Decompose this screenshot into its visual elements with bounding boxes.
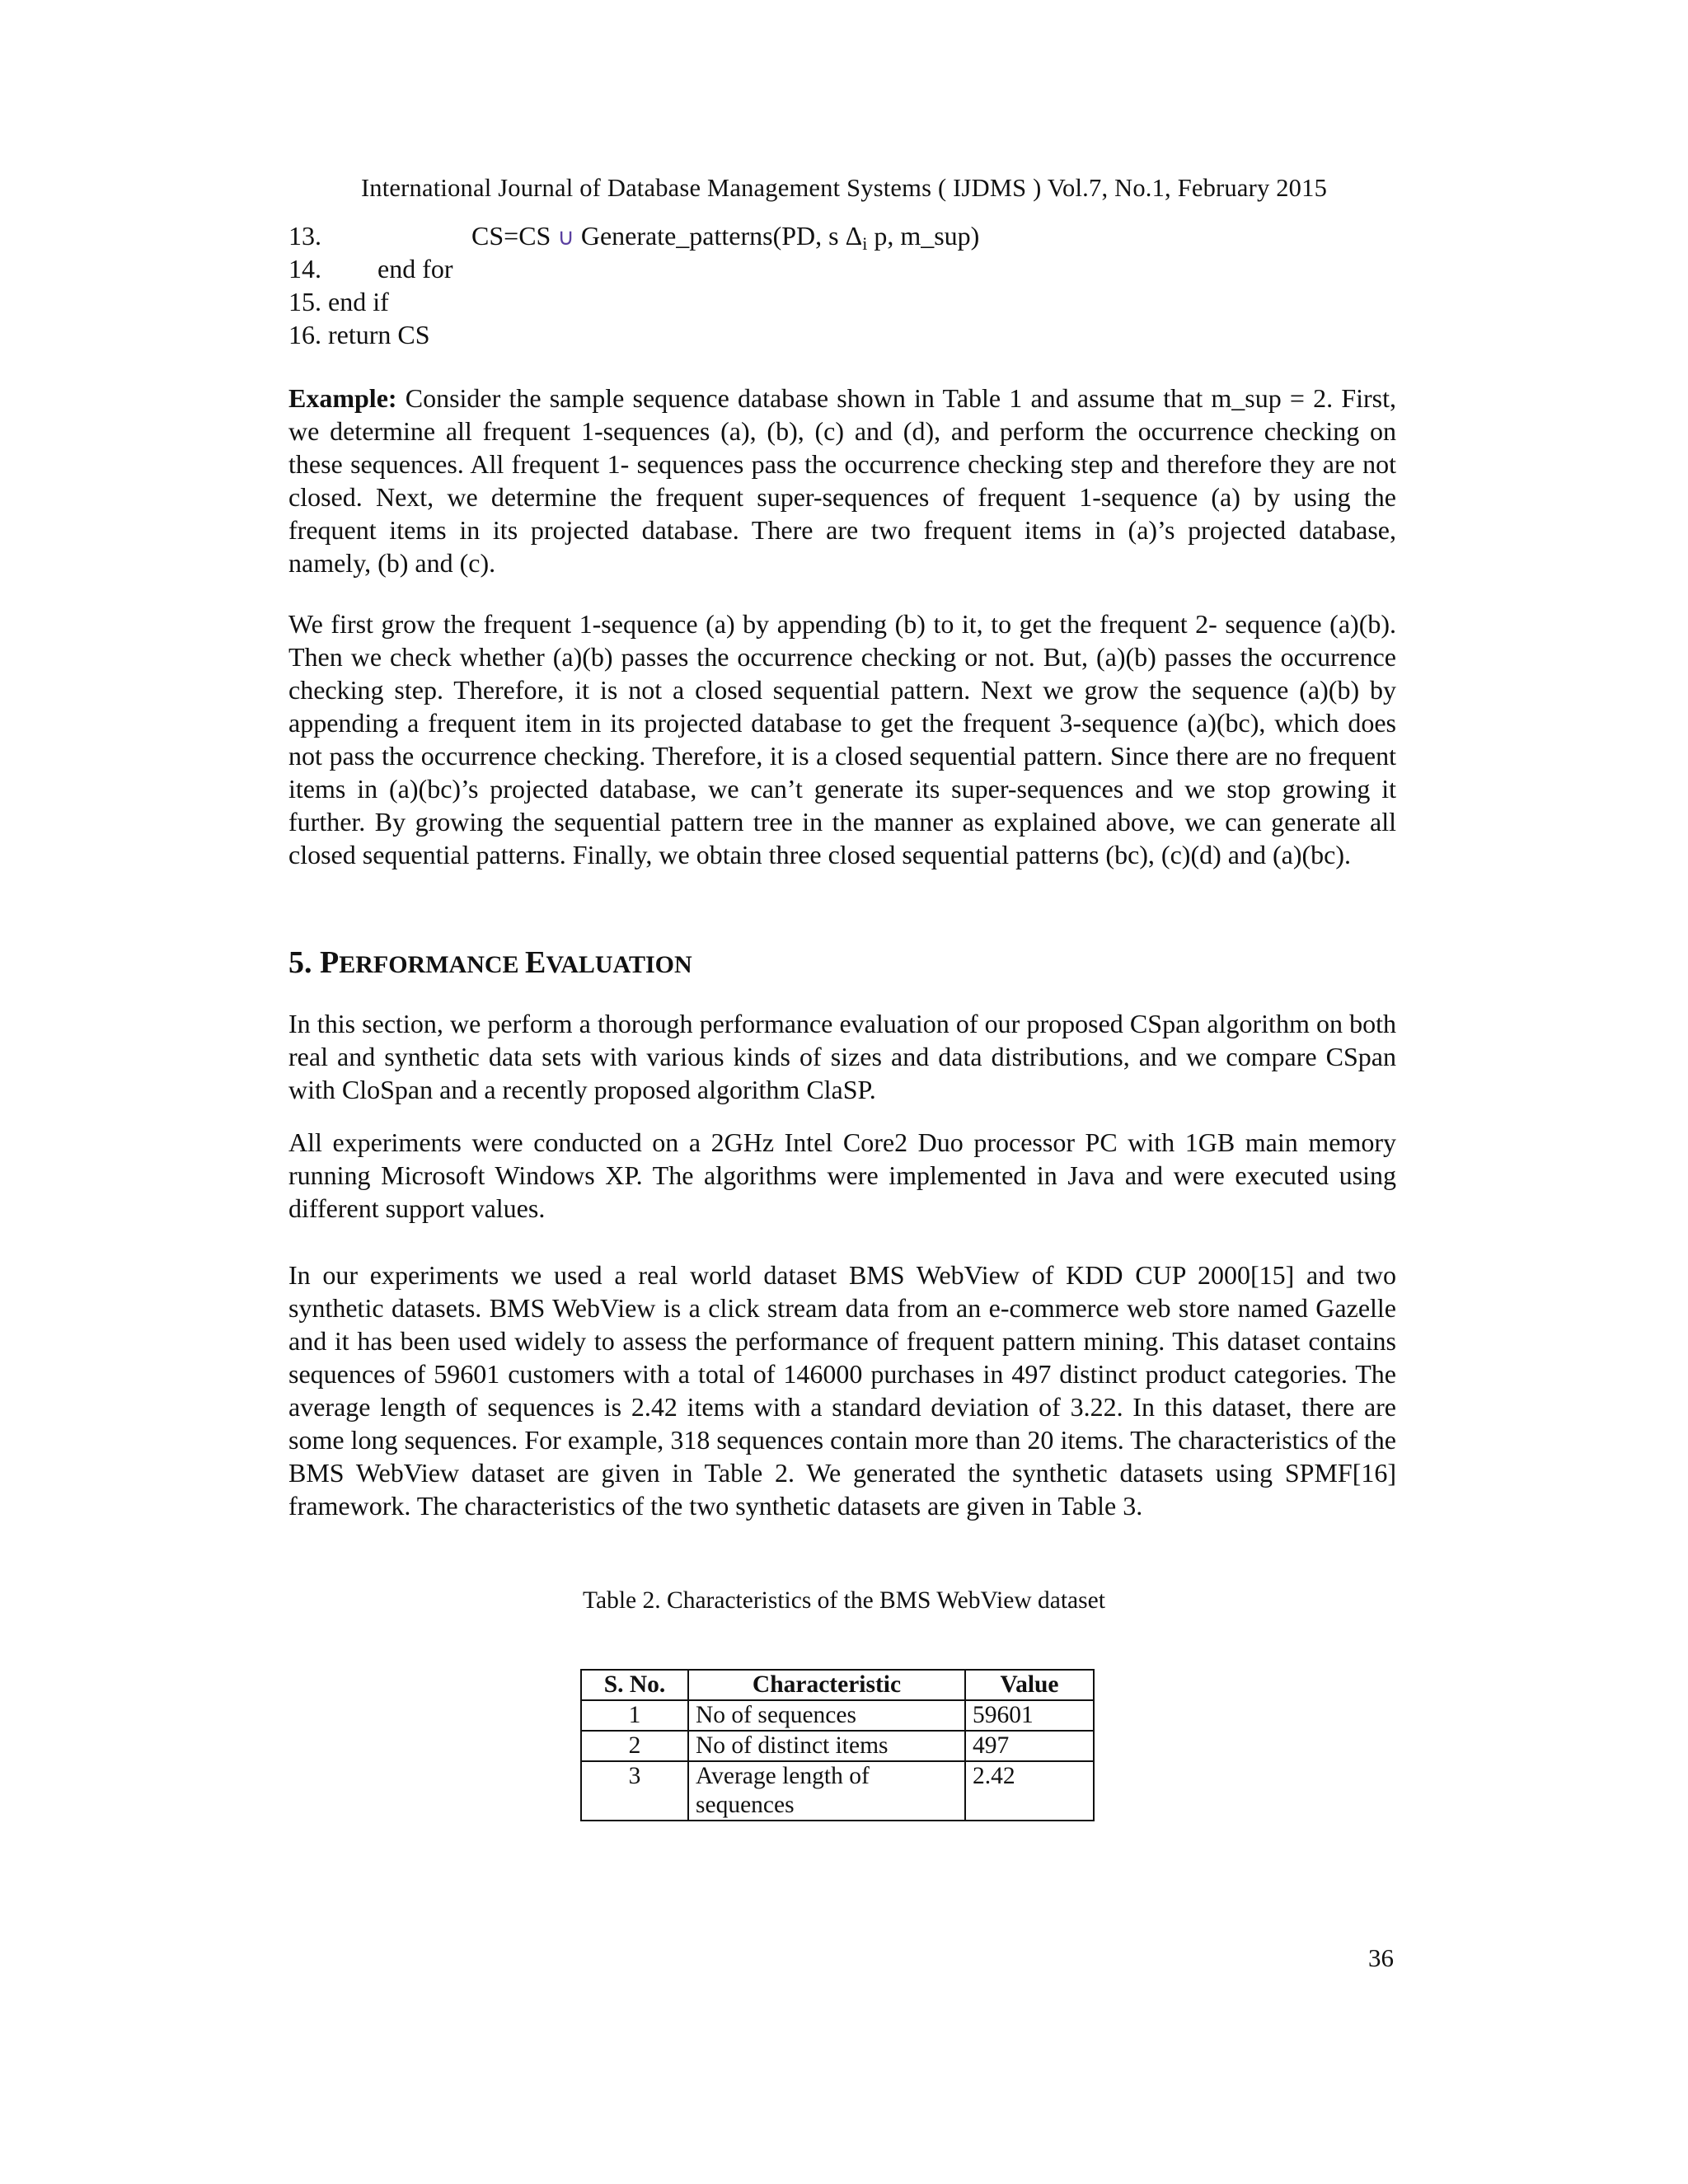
dataset-paragraph: In our experiments we used a real world dataset BMS WebView of KDD CUP 2000[15] and two synthetic datasets. BMS WebView is a click stream data from an e-commerce web store named Gazelle and it has been used widely to assess the performance of frequent pattern mining. This dataset contains sequences of 59601 customers with a total of 146000 purchases in 497 distinct product categories. The average length of sequences is 2.42 items with a standard deviation of 3.22. In this dataset, there are some long sequences. For example, 318 sequences contain more than 20 items. The characteristics of the BMS WebView dataset are given in Table 2. We generated the synthetic datasets using SPMF[16] framework. The characteristics of the two synthetic datasets are given in Table 3.: [288, 1260, 1396, 1521]
table-cell: 1: [581, 1700, 688, 1731]
column-header: Value: [965, 1670, 1094, 1700]
table-row: [581, 1761, 1094, 1821]
line-code: CS=CS ∪ Generate_patterns(PD, s $\Delta_i$ p, m_sup): [471, 221, 980, 254]
example-paragraph: [288, 382, 1396, 579]
union-symbol: ∪: [557, 223, 574, 251]
table-cell: No of distinct items: [688, 1731, 965, 1761]
table-caption: Table 2. Characteristics of the BMS WebView dataset: [583, 1587, 1105, 1614]
table-cell: 2: [581, 1731, 688, 1761]
column-header: S. No.: [581, 1670, 688, 1700]
column-header: Characteristic: [688, 1670, 965, 1700]
table-header-row: [581, 1670, 1094, 1700]
example-label: Example:: [288, 383, 397, 413]
algorithm-line-13: [288, 219, 980, 254]
line-code: end for: [377, 254, 453, 284]
table-cell: 497: [965, 1731, 1094, 1761]
table-row: [581, 1731, 1094, 1761]
table-cell: Average length of sequences: [688, 1761, 965, 1821]
page-number: 36: [1368, 1943, 1394, 1972]
grow-paragraph: We first grow the frequent 1-sequence (a) by appending (b) to it, to get the frequent 2- sequence (a)(b). Then we check whether (a)(b) passes the occurrence checking or not. But, (a)(b) passes the occurrence checking step. Therefore, it is not a closed sequential pattern. Next we grow the sequence (a)(b) by appending a frequent item in its projected database to get the frequent 3-sequence (a)(bc), which does not pass the occurrence checking. Therefore, it is a closed sequential pattern. Since there are no frequent items in (a)(bc)’s projected database, we can’t generate its super-sequences and we stop growing it further. By growing the sequential pattern tree in the manner as explained above, we can generate all closed sequential patterns. Finally, we obtain three closed sequential patterns (bc), (c)(d) and (a)(bc).: [288, 609, 1396, 869]
table-cell: 2.42: [965, 1761, 1094, 1821]
table-cell: 3: [581, 1761, 688, 1821]
intro-paragraph: In this section, we perform a thorough performance evaluation of our proposed CSpan algorithm on both real and synthetic data sets with various kinds of sizes and data distributions, and we compare CSpan with CloSpan and a recently proposed algorithm ClaSP.: [288, 1009, 1396, 1104]
setup-paragraph: All experiments were conducted on a 2GHz Intel Core2 Duo processor PC with 1GB main memory running Microsoft Windows XP. The algorithms were implemented in Java and were executed using different support values.: [288, 1127, 1396, 1223]
line-number: 13.: [288, 221, 321, 251]
table-row: [581, 1700, 1094, 1731]
example-text: Consider the sample sequence database shown in Table 1 and assume that m_sup = 2. First, we determine all frequent 1-sequences (a), (b), (c) and (d), and perform the occurrence checking on these sequences. All frequent 1- sequences pass the occurrence checking step and therefore they are not closed. Next, we determine the frequent super-sequences of frequent 1-sequence (a) by using the frequent items in its projected database. There are two frequent items in (a)’s projected database, namely, (b) and (c).: [288, 383, 1396, 578]
table-cell: 59601: [965, 1700, 1094, 1731]
algorithm-line-14: [288, 252, 453, 285]
algorithm-continuation: [288, 219, 980, 351]
algorithm-line-16: 16. return CS: [288, 320, 430, 349]
running-header: International Journal of Database Management Systems ( IJDMS ) Vol.7, No.1, February 2015: [360, 174, 1328, 202]
characteristics-table: [580, 1669, 1095, 1821]
table-cell: No of sequences: [688, 1700, 965, 1731]
line-number: 14.: [288, 254, 321, 284]
section-heading: 5. PERFORMANCE EVALUATION: [288, 945, 692, 980]
algorithm-line-15: 15. end if: [288, 287, 389, 316]
